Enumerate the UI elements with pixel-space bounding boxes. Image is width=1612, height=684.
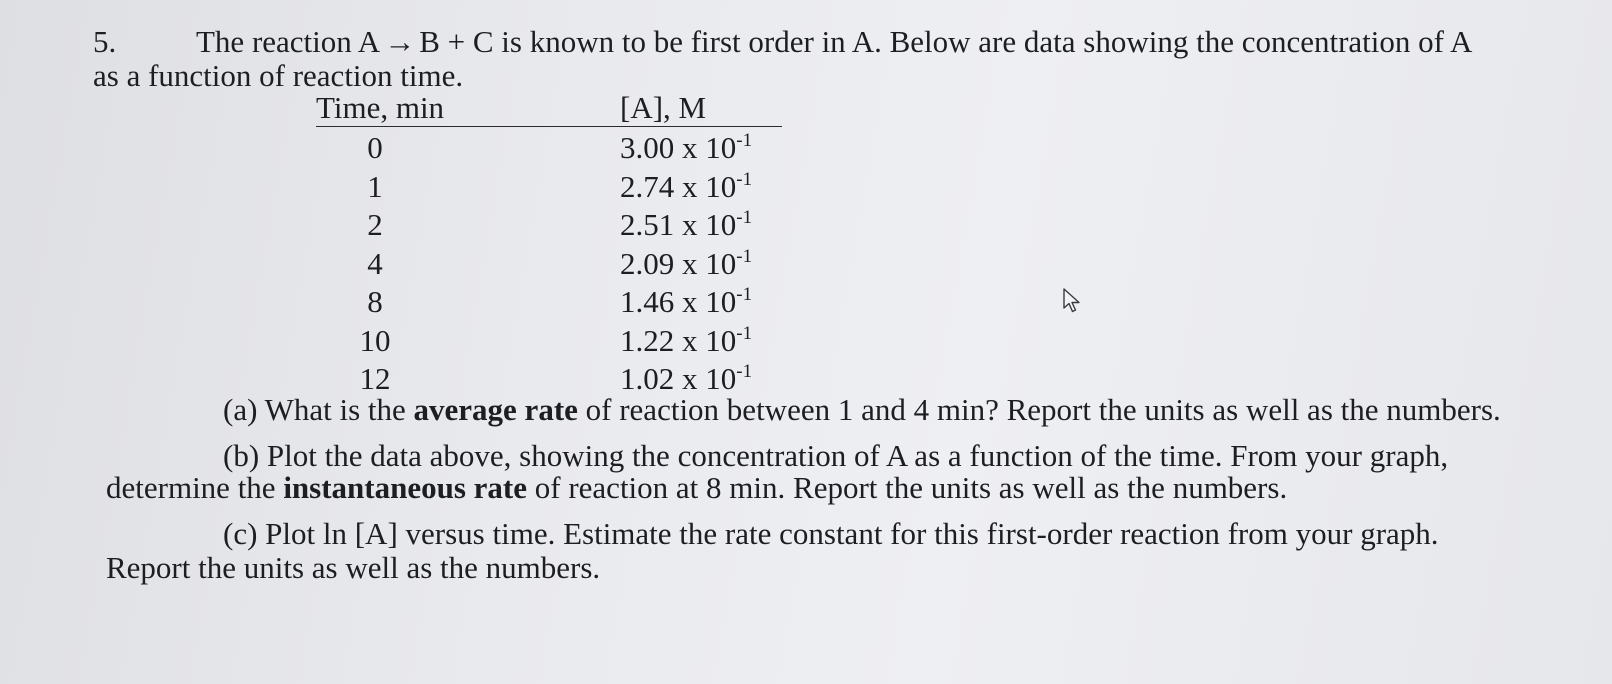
question-a-bold: average rate (413, 392, 578, 427)
time-cell: 1 (367, 168, 383, 204)
concentration-exponent: -1 (736, 130, 753, 151)
column-header-concentration: [A], M (620, 90, 707, 125)
table-row (316, 166, 782, 205)
problem-number: 5. (93, 24, 117, 59)
question-b-line-2 (106, 470, 1287, 506)
concentration-mantissa: 2.51 x 10 (620, 207, 737, 242)
concentration-mantissa: 1.22 x 10 (620, 322, 737, 358)
concentration-mantissa: 1.02 x 10 (620, 361, 737, 396)
concentration-exponent: -1 (736, 168, 753, 190)
concentration-cell (620, 207, 752, 243)
time-cell: 4 (367, 245, 383, 281)
table-row (316, 243, 782, 282)
concentration-exponent: -1 (736, 207, 753, 228)
concentration-mantissa: 2.09 x 10 (620, 245, 737, 281)
question-c-line-1: (c) Plot ln [A] versus time. Estimate the rate constant for this first-order reaction from your graph. (223, 516, 1439, 551)
time-cell: 10 (359, 322, 391, 358)
concentration-exponent: -1 (736, 284, 753, 305)
table-row (316, 320, 782, 359)
concentration-mantissa: 3.00 x 10 (620, 130, 737, 165)
table-body (316, 127, 782, 397)
table-row (316, 204, 782, 243)
table-row (316, 281, 782, 320)
mouse-pointer-icon (1062, 288, 1084, 314)
concentration-mantissa: 2.74 x 10 (620, 168, 737, 204)
time-cell: 0 (367, 130, 383, 165)
concentration-cell (620, 169, 752, 205)
problem-intro-line-1 (196, 24, 1472, 60)
question-b-line-1: (b) Plot the data above, showing the concentration of A as a function of the time. From your graph, (223, 438, 1449, 473)
question-c-line-2: Report the units as well as the numbers. (106, 550, 601, 585)
time-cell: 2 (367, 207, 383, 242)
concentration-table (316, 90, 782, 397)
reaction-arrow: → (384, 24, 416, 59)
time-cell: 8 (367, 284, 383, 319)
question-b-pre: determine the (106, 470, 284, 505)
question-a-post: of reaction between 1 and 4 min? Report the units as well as the numbers. (577, 392, 1501, 427)
table-row (316, 358, 782, 397)
concentration-mantissa: 1.46 x 10 (620, 284, 737, 319)
problem-intro-line-2: as a function of reaction time. (93, 58, 464, 93)
question-b-post: of reaction at 8 min. Report the units as well as the numbers. (527, 470, 1288, 505)
table-header (316, 90, 782, 127)
concentration-exponent: -1 (736, 245, 753, 267)
table-row (316, 127, 782, 166)
time-cell: 12 (359, 361, 391, 396)
question-a-pre: (a) What is the (223, 392, 414, 427)
concentration-cell (620, 246, 752, 282)
question-a (223, 392, 1501, 428)
intro-text-pre: The reaction A (196, 24, 381, 59)
column-header-time: Time, min (316, 90, 445, 125)
concentration-cell (620, 284, 752, 320)
concentration-exponent: -1 (736, 361, 753, 382)
intro-text-post: B + C is known to be first order in A. Below are data showing the concentration of A (419, 24, 1473, 59)
concentration-cell (620, 130, 752, 166)
concentration-exponent: -1 (736, 322, 753, 344)
question-b-bold: instantaneous rate (283, 470, 528, 505)
concentration-cell (620, 323, 752, 359)
